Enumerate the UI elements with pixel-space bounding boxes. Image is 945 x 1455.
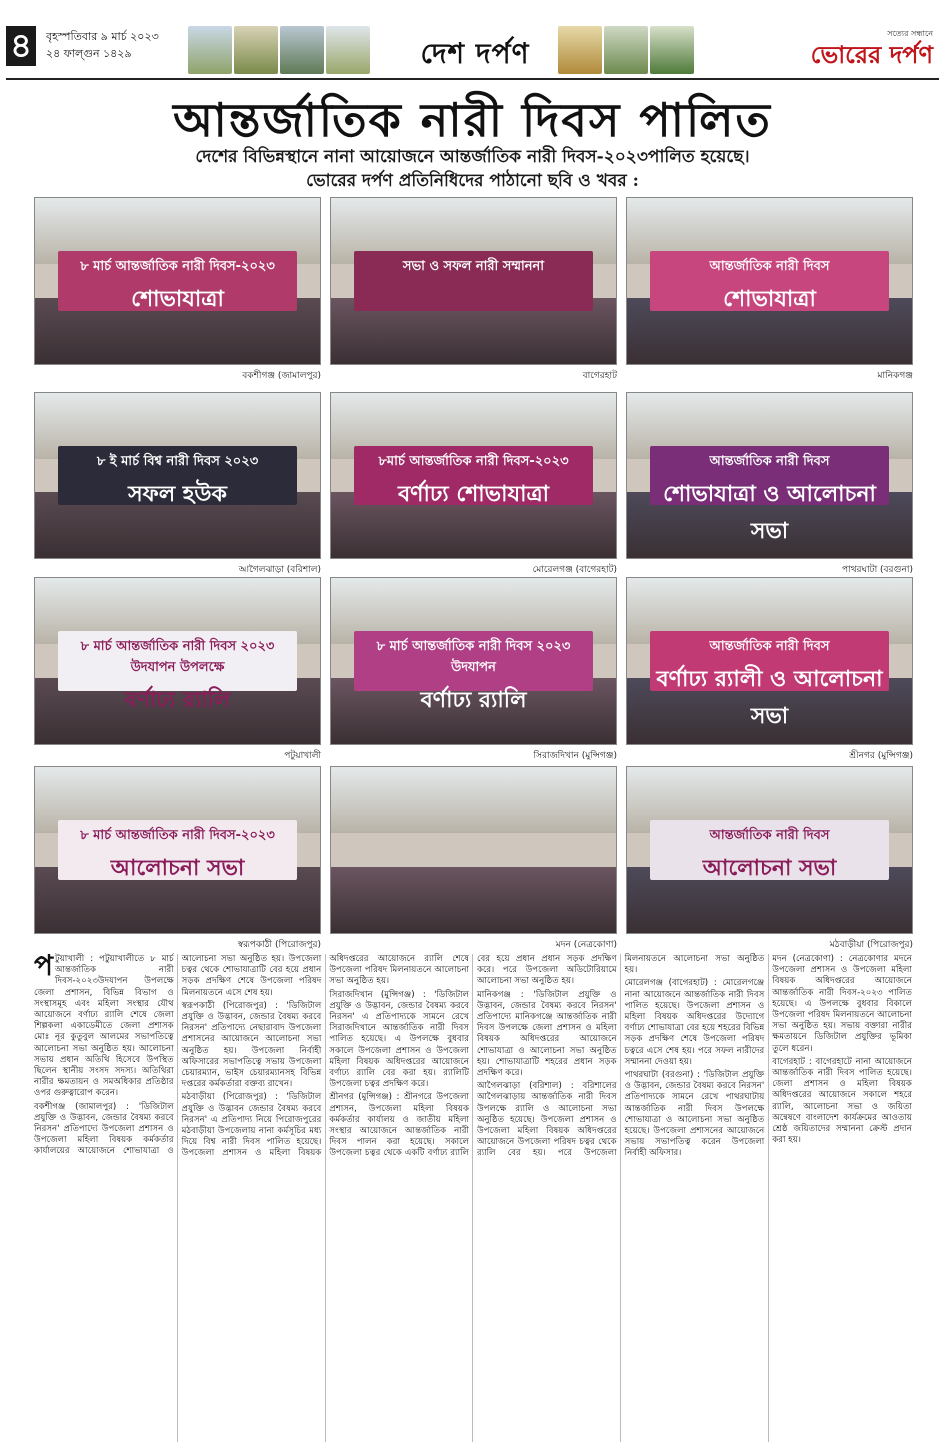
photo-banner bbox=[650, 251, 889, 311]
article-paragraph: শ্রীনগর (মুন্সিগঞ্জ) : শ্রীনগরে উপজেলা প্রশাসন, উপজেলা মহিলা বিষয়ক কর্মকর্তার কার্যালয় ও জাতীয় মহিলা সংস্থার আয়োজনে আন্তর্জাতিক নারী দিবস পালন করা হয়েছে। সকালে উপজেলা চত্বর থেকে একটি বর্ণাঢ্য র‍্যালি বের হয়ে প্রধান প্রধান সড়ক প্রদক্ষিণ করে। পরে উপজেলা অডিটোরিয়ামে আলোচনা সভা অনুষ্ঠিত হয়। bbox=[329, 954, 617, 1159]
masthead-photo-strip-right bbox=[558, 26, 694, 74]
photo-banner-big-text: বর্ণাঢ্য শোভাযাত্রা bbox=[397, 480, 550, 507]
news-photo bbox=[626, 197, 913, 365]
article-paragraph: মোরেলগঞ্জ (বাগেরহাট) : মোরেলগঞ্জে নানা আয়োজনে আন্তর্জাতিক নারী দিবস পালিত হয়েছে। উপজেলা প্রশাসন ও মহিলা বিষয়ক অধিদপ্তরের উদ্যোগে বর্ণাঢ্য শোভাযাত্রা বের হয়ে শহরের বিভিন্ন সড়ক প্রদক্ষিণ শেষে উপজেলা পরিষদ চত্বরে এসে শেষ হয়। পরে সফল নারীদের সম্মাননা দেওয়া হয়। bbox=[624, 978, 765, 1067]
photo-caption: সিরাজদিখান (মুন্সিগঞ্জ) bbox=[533, 751, 617, 761]
news-photo bbox=[626, 392, 913, 559]
photo-banner-small-text: আন্তর্জাতিক নারী দিবস bbox=[709, 828, 830, 844]
news-photo bbox=[34, 577, 321, 745]
photo-banner bbox=[58, 820, 297, 880]
article-paragraph: আগৈলঝাড়া (বরিশাল) : বরিশালের আগৈলঝাড়ায় আন্তর্জাতিক নারী দিবস উপলক্ষে র‍্যালি ও আলোচনা সভা অনুষ্ঠিত হয়েছে। উপজেলা প্রশাসন ও উপজেলা মহিলা বিষয়ক অধিদপ্তরের আয়োজনে উপজেলা পরিষদ চত্বর থেকে র‍্যালি বের হয়। পরে উপজেলা মিলনায়তনে আলোচনা সভা অনুষ্ঠিত হয়। bbox=[476, 954, 765, 1159]
photo-caption: পাথরঘাটা (বরগুনা) bbox=[842, 565, 913, 575]
photo-banner bbox=[58, 251, 297, 311]
photo-banner-small-text: ৮ মার্চ আন্তর্জাতিক নারী দিবস ২০২৩ উদযাপন উপলক্ষে bbox=[80, 639, 275, 676]
photo-banner bbox=[650, 446, 889, 544]
photo-banner bbox=[354, 631, 593, 714]
photo-caption: বকশীগঞ্জ (জামালপুর) bbox=[242, 371, 321, 381]
news-photo bbox=[330, 392, 617, 559]
article-paragraph: পটুয়াখালী : পটুয়াখালীতে ৮ মার্চ আন্তর্জাতিক নারী দিবস-২০২৩উদযাপন উপলক্ষে জেলা প্রশাসন, বিভিন্ন বিভাগ ও সংস্থাসমূহ এবং মহিলা সংস্থার যৌথ আয়োজনে বর্ণাঢ্য র‍্যালি শেষে জেলা শিল্পকলা একাডেমীতে জেলা প্রশাসক মোঃ নূর কুতুবুল আলমের সভাপতিত্বে আলোচনা সভা অনুষ্ঠিত হয়। আলোচনা সভায় প্রধান অতিথি হিসেবে উপস্থিত ছিলেন স্থানীয় সংসদ সদস্য। অতিথিরা নারীর ক্ষমতায়ন ও সমঅধিকার প্রতিষ্ঠার ওপর গুরুত্বারোপ করেন। bbox=[34, 949, 174, 1099]
photo-caption: পটুয়াখালী bbox=[284, 751, 321, 761]
photo-background bbox=[331, 767, 616, 833]
news-photo bbox=[34, 197, 321, 365]
article-paragraph: মঠবাড়ীয়া (পিরোজপুর) : 'ডিজিটাল প্রযুক্তি ও উদ্ভাবন জেন্ডার বৈষম্য করবে নিরসন' এ প্রতিপাদ্য নিয়ে পিরোজপুরের মঠবাড়ীয়া উপজেলায় নানা কর্মসূচির মধ্য দিয়ে বিশ্ব নারী দিবস পালিত হয়েছে। উপজেলা প্রশাসন ও মহিলা বিষয়ক অধিদপ্তরের আয়োজনে র‍্যালি শেষে উপজেলা পরিষদ মিলনায়তনে আলোচনা সভা অনুষ্ঠিত হয়। bbox=[181, 954, 469, 1159]
photo-caption: মোরেলগঞ্জ (বাগেরহাট) bbox=[532, 565, 617, 575]
photo-banner-big-text: বর্ণাঢ্য র‍্যালী ও আলোচনা সভা bbox=[656, 666, 883, 730]
headline: আন্তর্জাতিক নারী দিবস পালিত bbox=[173, 93, 772, 147]
photo-crowd bbox=[331, 867, 616, 933]
photo-banner-small-text: আন্তর্জাতিক নারী দিবস bbox=[709, 639, 830, 655]
brand-name: ভোরের দর্পণ bbox=[810, 40, 933, 69]
masthead-photo-strip-left bbox=[188, 26, 370, 74]
article-paragraph: মানিকগঞ্জ : 'ডিজিটাল প্রযুক্তি ও উদ্ভাবন, জেন্ডার বৈষম্য করবে নিরসন' প্রতিপাদ্যে মানিকগঞ্জে আন্তর্জাতিক নারী দিবস উপলক্ষে জেলা প্রশাসন ও মহিলা বিষয়ক অধিদপ্তরের আয়োজনে শোভাযাত্রা ও আলোচনা সভা অনুষ্ঠিত হয়। শোভাযাত্রাটি শহরের প্রধান সড়ক প্রদক্ষিণ করে। bbox=[476, 989, 617, 1079]
drop-cap: প bbox=[34, 949, 54, 982]
article-paragraph: স্বরূপকাঠী (পিরোজপুর) : 'ডিজিটাল প্রযুক্তি ও উদ্ভাবন, জেন্ডার বৈষম্য করবে নিরসন' প্রতিপাদ্যে নেছারাবাদ উপজেলা প্রশাসনের আয়োজনে আলোচনা সভা অনুষ্ঠিত হয়। উপজেলা নির্বাহী অফিসারের সভাপতিত্বে সভায় উপজেলা চেয়ারম্যান, ভাইস চেয়ারম্যানসহ বিভিন্ন দপ্তরের কর্মকর্তারা বক্তব্য রাখেন। bbox=[181, 1000, 322, 1090]
photo-banner-small-text: সভা ও সফল নারী সম্মাননা bbox=[402, 259, 545, 275]
photo-caption: স্বরূপকাঠী (পিরোজপুর) bbox=[237, 940, 321, 950]
photo-banner-small-text: ৮ মার্চ আন্তর্জাতিক নারী দিবস-২০২৩ bbox=[80, 259, 275, 275]
news-photo bbox=[330, 577, 617, 745]
photo-caption: মানিকগঞ্জ bbox=[877, 371, 913, 381]
photo-banner-big-text: বর্ণাঢ্য র‍্যালি bbox=[420, 687, 527, 714]
photo-banner bbox=[58, 631, 297, 714]
masthead bbox=[0, 0, 945, 78]
article-paragraph: মদন (নেত্রকোণা) : নেত্রকোণার মদনে উপজেলা প্রশাসন ও উপজেলা মহিলা বিষয়ক অধিদপ্তরের আয়োজনে আন্তর্জাতিক নারী দিবস-২০২৩ পালিত হয়েছে। এ উপলক্ষে বুধবার বিকালে উপজেলা পরিষদ মিলনায়তনে আলোচনা সভা অনুষ্ঠিত হয়। সভায় বক্তারা নারীর ক্ষমতায়নে ডিজিটাল প্রযুক্তির ভূমিকা তুলে ধরেন। bbox=[772, 954, 912, 1054]
news-photo bbox=[626, 577, 913, 745]
news-photo bbox=[330, 766, 617, 934]
photo-banner bbox=[354, 446, 593, 505]
photo-banner bbox=[58, 446, 297, 505]
page-number: ৪ bbox=[6, 26, 36, 66]
photo-banner bbox=[650, 631, 889, 730]
photo-banner-big-text: সফল হউক bbox=[128, 480, 227, 507]
article-body bbox=[34, 949, 912, 1442]
subheadline-1: দেশের বিভিন্নস্থানে নানা আয়োজনে আন্তর্জাতিক নারী দিবস-২০২৩পালিত হয়েছে। bbox=[195, 147, 750, 167]
newspaper-logo bbox=[763, 28, 933, 72]
photo-caption: শ্রীনগর (মুন্সিগঞ্জ) bbox=[849, 751, 913, 761]
photo-banner-small-text: আন্তর্জাতিক নারী দিবস bbox=[709, 453, 830, 469]
news-photo bbox=[34, 766, 321, 934]
article-paragraph: পাথরঘাটা (বরগুনা) : 'ডিজিটাল প্রযুক্তি ও উদ্ভাবন, জেন্ডার বৈষম্য করবে নিরসন' প্রতিপাদ্যকে সামনে রেখে পাথরঘাটায় আন্তর্জাতিক নারী দিবস উপলক্ষে শোভাযাত্রা ও আলোচনা সভা অনুষ্ঠিত হয়েছে। উপজেলা প্রশাসনের আয়োজনে সভায় সভাপতিত্ব করেন উপজেলা নির্বাহী অফিসার। bbox=[624, 1070, 765, 1159]
photo-banner-big-text: বর্ণাঢ্য র‍্যালি bbox=[124, 687, 231, 714]
photo-banner-small-text: ৮ ই মার্চ বিশ্ব নারী দিবস ২০২৩ bbox=[96, 453, 259, 469]
masthead-rule bbox=[6, 78, 939, 80]
date-line-2: ২৪ ফাল্গুন ১৪২৯ bbox=[46, 47, 132, 60]
photo-caption: আগৈলঝাড়া (বরিশাল) bbox=[238, 565, 321, 575]
photo-caption: মদন (নেত্রকোণা) bbox=[555, 940, 617, 950]
date-line-1: বৃহস্পতিবার ৯ মার্চ ২০২৩ bbox=[46, 30, 159, 43]
photo-banner-big-text: শোভাযাত্রা bbox=[131, 286, 224, 313]
news-photo bbox=[34, 392, 321, 559]
photo-banner-big-text: শোভাযাত্রা ও আলোচনা সভা bbox=[663, 480, 876, 544]
photo-banner-big-text: শোভাযাত্রা bbox=[723, 286, 816, 313]
news-photo bbox=[330, 197, 617, 365]
article-paragraph: বাগেরহাট : বাগেরহাটে নানা আয়োজনে আন্তর্জাতিক নারী দিবস পালিত হয়েছে। জেলা প্রশাসন ও মহিলা বিষয়ক অধিদপ্তরের আয়োজনে সকালে শহরে র‍্যালি, আলোচনা সভা ও জয়িতা অন্বেষণে বাংলাদেশ কার্যক্রমের আওতায় শ্রেষ্ঠ জয়িতাদের সম্মাননা ক্রেস্ট প্রদান করা হয়। bbox=[772, 1056, 912, 1146]
photo-caption: বাগেরহাট bbox=[582, 371, 617, 381]
photo-banner bbox=[354, 251, 593, 311]
photo-banner-small-text: ৮ মার্চ আন্তর্জাতিক নারী দিবস ২০২৩ উদযাপন bbox=[376, 639, 571, 676]
photo-banner-small-text: ৮ মার্চ আন্তর্জাতিক নারী দিবস-২০২৩ bbox=[80, 828, 275, 844]
date-block bbox=[46, 28, 159, 62]
photo-banner-big-text: আলোচনা সভা bbox=[702, 855, 837, 882]
article-paragraph: সিরাজদিখান (মুন্সিগঞ্জ) : 'ডিজিটাল প্রযুক্তি ও উদ্ভাবন, জেন্ডার বৈষম্য করবে নিরসন' এ প্রতিপাদ্যকে সামনে রেখে সিরাজদিখানে আন্তর্জাতিক নারী দিবস পালিত হয়েছে। এ উপলক্ষে বুধবার সকালে উপজেলা প্রশাসন ও উপজেলা মহিলা বিষয়ক অধিদপ্তরের আয়োজনে বর্ণাঢ্য র‍্যালি বের করা হয়। র‍্যালিটি উপজেলা চত্বর প্রদক্ষিণ করে। bbox=[329, 989, 469, 1090]
photo-banner-small-text: ৮মার্চ আন্তর্জাতিক নারী দিবস-২০২৩ bbox=[378, 453, 569, 469]
subheadline-2: ভোরের দর্পণ প্রতিনিধিদের পাঠানো ছবি ও খবর : bbox=[306, 171, 639, 191]
brand-tagline: সত্যের সন্ধানে bbox=[887, 29, 933, 38]
photo-banner-big-text: আলোচনা সভা bbox=[110, 855, 245, 882]
section-title: দেশ দর্পণ bbox=[420, 37, 530, 70]
photo-banner bbox=[650, 820, 889, 880]
news-photo bbox=[626, 766, 913, 934]
photo-caption: মঠবাড়ীয়া (পিরোজপুর) bbox=[829, 940, 913, 950]
article-paragraph: বকশীগঞ্জ (জামালপুর) : 'ডিজিটাল প্রযুক্তি ও উদ্ভাবন, জেন্ডার বৈষম্য করবে নিরসন' প্রতিপাদ্যে উপজেলা প্রশাসন ও উপজেলা মহিলা বিষয়ক কর্মকর্তার কার্যালয়ের আয়োজনে শোভাযাত্রা ও আলোচনা সভা অনুষ্ঠিত হয়। উপজেলা চত্বর থেকে শোভাযাত্রাটি বের হয়ে প্রধান সড়ক প্রদক্ষিণ শেষে উপজেলা পরিষদ মিলনায়তনে এসে শেষ হয়। bbox=[34, 954, 322, 1157]
photo-banner-small-text: আন্তর্জাতিক নারী দিবস bbox=[709, 259, 830, 275]
